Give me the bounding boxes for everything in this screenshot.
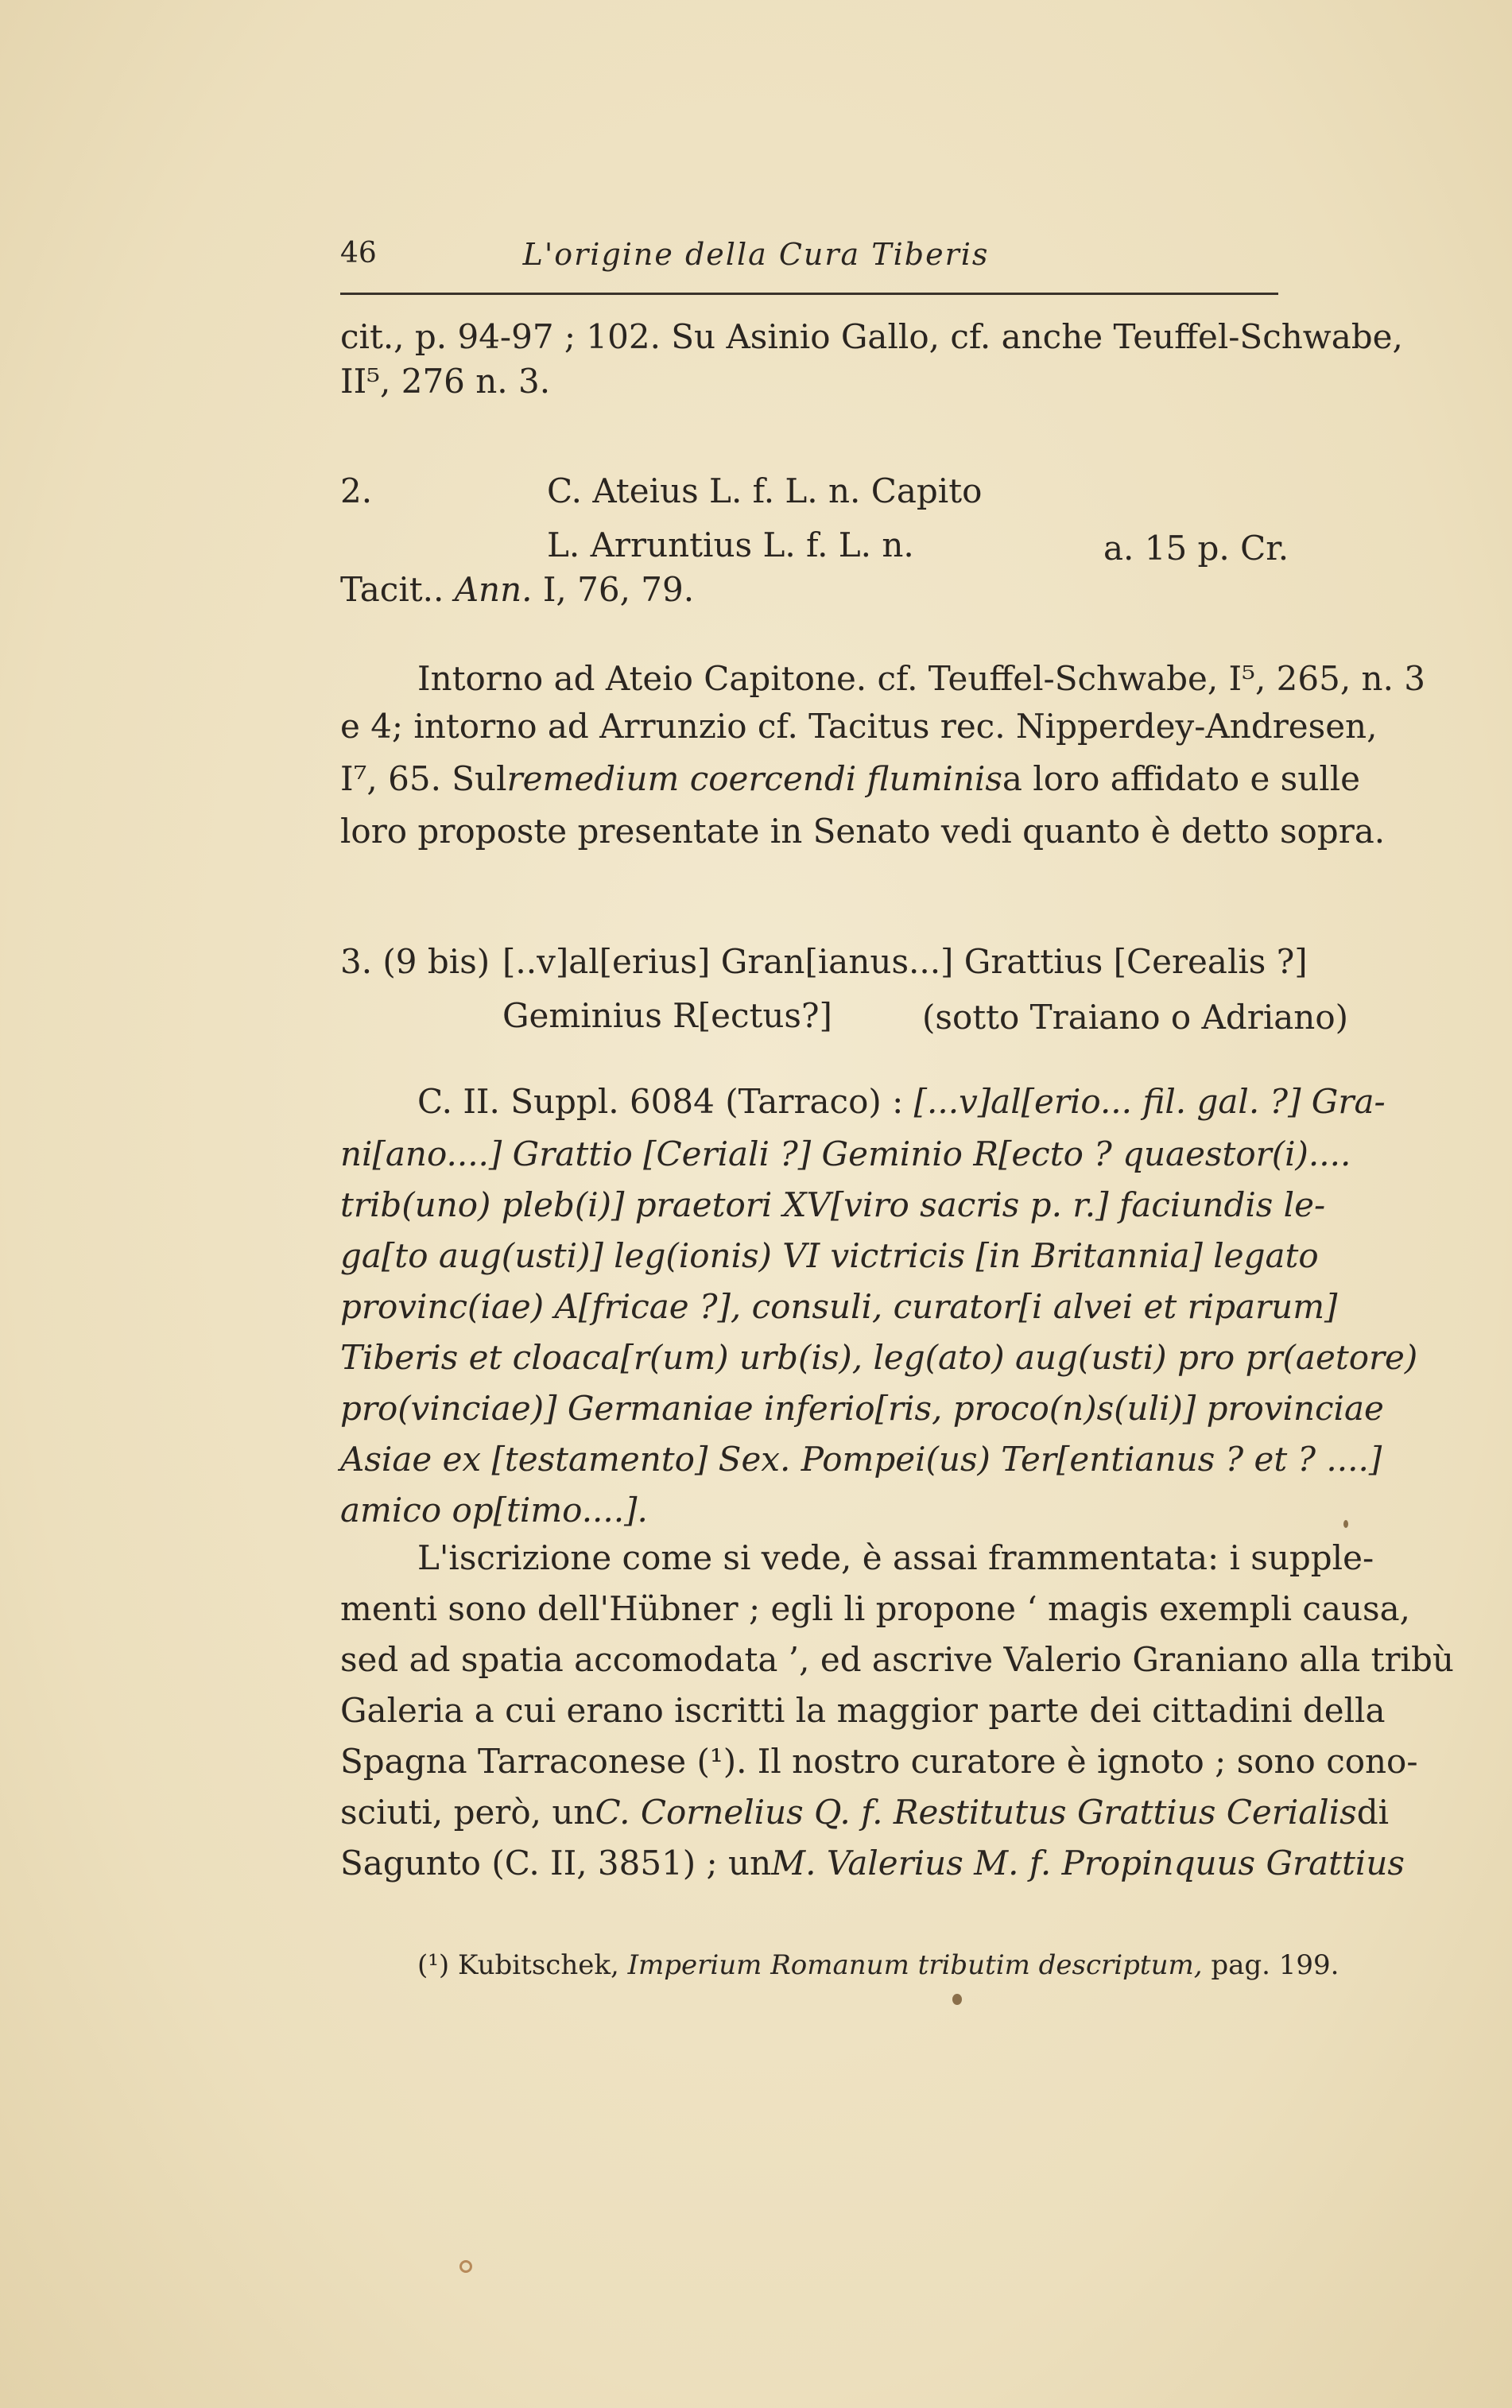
inscription-line: pro(vinciae)] Germaniae inferio[ris, proco(n)s(uli)] provinciae — [340, 1389, 1384, 1428]
text-line: Galeria a cui erano iscritti la maggior parte dei cittadini della — [340, 1691, 1386, 1730]
footnote-page: pag. 199. — [1211, 1949, 1339, 1981]
latin-phrase: remedium coercendi fluminis — [506, 759, 1002, 798]
text-line: cit., p. 94-97 ; 102. Su Asinio Gallo, cf. anche Teuffel-Schwabe, — [340, 317, 1403, 356]
text-line: Intorno ad Ateio Capitone. cf. Teuffel-Schwabe, I⁵, 265, n. 3 — [417, 659, 1425, 698]
text-line: sed ad spatia accomodata ’, ed ascrive Valerio Graniano alla tribù — [340, 1640, 1454, 1679]
text-span: I⁷, 65. Sul — [340, 759, 507, 798]
source-ref: I, 76, 79. — [542, 570, 695, 609]
text-span: sciuti, però, un — [340, 1793, 595, 1832]
page-number: 46 — [340, 237, 377, 269]
inscription-line: amico op[timo....]. — [340, 1491, 648, 1530]
text-line: L'iscrizione come si vede, è assai frammentata: i supple- — [417, 1538, 1374, 1577]
text-span: a loro affidato e sulle — [1002, 759, 1360, 798]
inscription-line — [417, 1080, 1386, 1124]
inscription-line: ga[to aug(usti)] leg(ionis) VI victricis [in Britannia] legato — [340, 1236, 1319, 1275]
text-line — [340, 1841, 1405, 1886]
text-line: menti sono dell'Hübner ; egli li propone ‘ magis exempli causa, — [340, 1589, 1410, 1628]
source-citation — [340, 568, 694, 612]
latin-name: M. Valerius M. f. Propinquus Grattius — [771, 1844, 1405, 1883]
paper-spot — [459, 2260, 472, 2273]
entry-date: a. 15 p. Cr. — [1103, 529, 1289, 568]
curator-name: [..v]al[erius] Gran[ianus...] Grattius [Cerealis ?] — [502, 942, 1308, 981]
inscription-text: [...v]al[erio... fil. gal. ?] Gra- — [913, 1082, 1386, 1121]
header-rule — [340, 293, 1278, 295]
text-line: e 4; intorno ad Arrunzio cf. Tacitus rec. Nipperdey-Andresen, — [340, 707, 1378, 746]
running-title: L'origine della Cura Tiberis — [522, 237, 990, 272]
source-work: Ann. — [454, 570, 533, 609]
text-line — [340, 757, 1360, 801]
text-line: II⁵, 276 n. 3. — [340, 362, 551, 401]
inscription-line: provinc(iae) A[fricae ?], consuli, curator[i alvei et riparum] — [340, 1287, 1338, 1326]
source-author: Tacit.. — [340, 570, 444, 609]
text-span: Sagunto (C. II, 3851) ; un — [340, 1844, 772, 1883]
inscription-line: Tiberis et cloaca[r(um) urb(is), leg(ato) aug(usti) pro pr(aetore) — [340, 1338, 1418, 1377]
paper-spot — [952, 1994, 962, 2005]
inscription-line: trib(uno) pleb(i)] praetori XV[viro sacris p. r.] faciundis le- — [340, 1185, 1326, 1224]
curator-name: L. Arruntius L. f. L. n. — [547, 525, 914, 564]
footnote-work: Imperium Romanum tributim descriptum, — [627, 1949, 1203, 1981]
text-line — [340, 1790, 1390, 1835]
entry-number: 2. — [340, 471, 373, 510]
footnote — [417, 1943, 1339, 1987]
footnote-author: Kubitschek, — [457, 1949, 619, 1981]
text-line: Spagna Tarraconese (¹). Il nostro curatore è ignoto ; sono cono- — [340, 1742, 1418, 1781]
latin-name: C. Cornelius Q. f. Restitutus Grattius Cerialis — [595, 1793, 1357, 1832]
curator-name: Geminius R[ectus?] — [502, 996, 832, 1035]
inscription-source: C. II. Suppl. 6084 (Tarraco) : — [417, 1082, 904, 1121]
paper-spot — [1343, 1520, 1348, 1528]
inscription-line: Asiae ex [testamento] Sex. Pompei(us) Ter[entianus ? et ? ....] — [340, 1440, 1382, 1479]
curator-name: C. Ateius L. f. L. n. Capito — [547, 471, 983, 510]
text-line: loro proposte presentate in Senato vedi quanto è detto sopra. — [340, 812, 1386, 851]
inscription-line: ni[ano....] Grattio [Ceriali ?] Geminio R[ecto ? quaestor(i).... — [340, 1134, 1351, 1173]
text-span: di — [1356, 1793, 1390, 1832]
entry-number: 3. (9 bis) — [340, 942, 490, 981]
entry-date: (sotto Traiano o Adriano) — [922, 998, 1349, 1037]
footnote-marker: (¹) — [417, 1949, 450, 1981]
